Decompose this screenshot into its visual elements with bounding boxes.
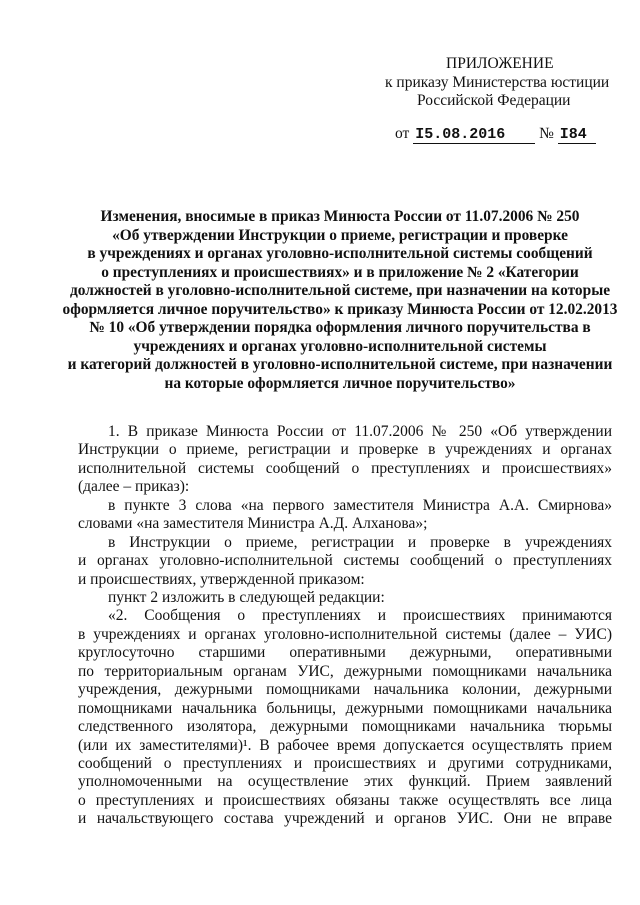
paragraph	[78, 497, 612, 534]
order-number: I84	[558, 127, 596, 144]
text-line: круглосуточно старшими оперативными дежурными, оперативными	[78, 644, 612, 662]
number-prefix: №	[539, 125, 554, 142]
text-line: Инструкции о приеме, регистрации и проверке в учреждениях и органах	[78, 441, 612, 459]
title-line: оформляется личное поручительство» к приказу Минюста России от 12.02.2013	[62, 300, 618, 318]
title-line: о преступлениях и происшествиях» и в приложение № 2 «Категории	[101, 263, 579, 281]
appendix-label: ПРИЛОЖЕНИЕ	[446, 55, 554, 72]
text-line: следственного изолятора, дежурными помощниками начальника тюрьмы	[78, 718, 612, 736]
text-line: уполномоченными на осуществление этих функций. Прием заявлений	[78, 773, 612, 791]
document-body	[78, 423, 612, 829]
text-line: и органах уголовно-исполнительной системы сообщений о преступлениях	[78, 552, 612, 570]
text-line: пункт 2 изложить в следующей редакции:	[108, 588, 385, 606]
text-line: в пункте 3 слова «на первого заместителя Министра А.А. Смирнова»	[108, 496, 612, 514]
text-line: сообщений о преступлениях и происшествиях и другими сотрудниками,	[78, 754, 612, 772]
title-line: «Об утверждении Инструкции о приеме, регистрации и проверке	[112, 226, 568, 244]
title-line: в учреждениях и органах уголовно-исполнительной системы сообщений	[87, 245, 593, 262]
text-line: и происшествиях, утвержденной приказом:	[78, 570, 365, 588]
document-title	[60, 208, 620, 393]
date-prefix: от	[395, 125, 410, 142]
title-line: № 10 «Об утверждении порядка оформления личного поручительства в	[89, 319, 591, 336]
appendix-line-order: к приказу Министерства юстиции	[385, 74, 610, 91]
text-line: в учреждениях и органах уголовно-исполнительной системы (далее – УИС)	[78, 625, 612, 643]
text-line: (далее – приказ):	[78, 478, 190, 496]
text-line: «2. Сообщения о преступлениях и происшествиях принимаются	[108, 607, 612, 625]
title-line: на которые оформляется личное поручительство»	[164, 374, 516, 392]
text-line: словами «на заместителя Министра А.Д. Алханова»;	[78, 515, 428, 533]
text-line: и начальствующего состава учреждений и органов УИС. Они не вправе	[78, 810, 612, 828]
order-date-number	[395, 124, 596, 144]
title-line: Изменения, вносимые в приказ Минюста России от 11.07.2006 № 250	[100, 208, 580, 225]
paragraph	[78, 534, 612, 589]
paragraph	[78, 589, 612, 607]
text-line: исполнительной системы сообщений о преступлениях и происшествиях»	[78, 459, 612, 477]
text-line: по территориальным органам УИС, дежурными помощниками начальника	[78, 662, 612, 680]
title-line: и категорий должностей в уголовно-исполнительной системе, при назначении	[67, 356, 613, 373]
paragraph	[78, 423, 612, 497]
text-line: (или их заместителями)¹. В рабочее время допускается осуществлять прием	[78, 736, 612, 754]
text-line: о преступлениях и происшествиях обязаны также осуществлять все лица	[78, 791, 612, 809]
order-date: I5.08.2016	[413, 127, 535, 144]
appendix-line-federation: Российской Федерации	[417, 92, 571, 109]
text-line: в Инструкции о приеме, регистрации и проверке в учреждениях	[108, 533, 612, 551]
title-line: учреждениях и органах уголовно-исполнительной системы	[133, 337, 547, 355]
title-line: должностей в уголовно-исполнительной системе, при назначении на которые	[69, 282, 611, 299]
paragraph	[78, 607, 612, 828]
text-line: учреждения, дежурными помощниками начальника колонии, дежурными	[78, 681, 612, 699]
text-line: помощниками начальника больницы, дежурными помощниками начальника	[78, 699, 612, 717]
text-line: 1. В приказе Минюста России от 11.07.2006 № 250 «Об утверждении	[108, 423, 612, 440]
